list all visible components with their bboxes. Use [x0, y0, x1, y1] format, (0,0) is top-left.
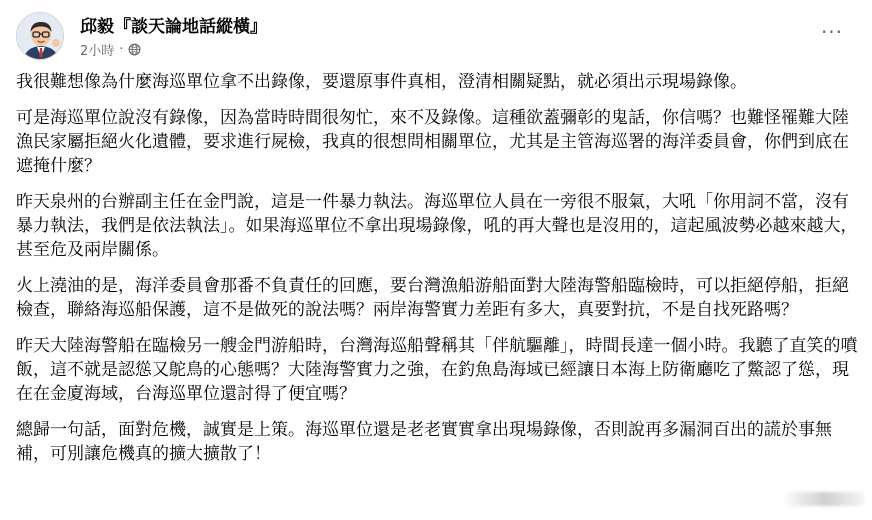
- avatar-cartoon-icon: [17, 13, 64, 60]
- post-paragraph-3: 昨天泉州的台辦副主任在金門說，這是一件暴力執法。海巡單位人員在一旁很不服氣，大吼「你用詞不當，沒有暴力執法，我們是依法執法」。如果海巡單位不拿出現場錄像，吼的再大聲也是沒用的，這起風波勢必越來越大，甚至危及兩岸關係。: [16, 192, 858, 260]
- blurred-overlay: [786, 492, 864, 506]
- post-paragraph-1: 我很難想像為什麼海巡單位拿不出錄像，要還原事件真相，澄清相關疑點，就必須出示現場錄像。: [16, 72, 747, 92]
- author-avatar[interactable]: [16, 12, 64, 60]
- post-timestamp[interactable]: 2小時: [80, 44, 115, 59]
- post-paragraph-6: 總歸一句話，面對危機，誠實是上策。海巡單位還是老老實實拿出現場錄像，否則說再多漏洞百出的謊於事無補，可別讓危機真的擴大擴散了！: [16, 420, 832, 464]
- post-body: [16, 70, 862, 478]
- meta-separator: ·: [119, 42, 124, 57]
- post-meta: [80, 40, 141, 59]
- post-paragraph-5: 昨天大陸海警船在臨檢另一艘金門游船時，台灣海巡船聲稱其「伴航驅離」，時間長達一個小時。我聽了直笑的噴飯，這不就是認慫又鴕鳥的心態嗎？大陸海警實力之強，在釣魚島海域已經讓日本海上防衛廳吃了鱉認了慫，現在在金廈海域，台海巡單位還討得了便宜嗎？: [16, 336, 858, 404]
- more-options-button[interactable]: [814, 18, 850, 46]
- post-paragraph-4: 火上澆油的是，海洋委員會那番不負責任的回應，要台灣漁船游船面對大陸海警船臨檢時，可以拒絕停船，拒絕檢查，聯絡海巡船保護，這不是做死的說法嗎？兩岸海警實力差距有多大，真要對抗，不是自找死路嗎？: [16, 276, 849, 320]
- author-name[interactable]: 邱毅『談天論地話縱橫』: [80, 17, 267, 37]
- globe-icon[interactable]: [128, 43, 141, 56]
- post-header: [16, 10, 856, 62]
- post-paragraph-2: 可是海巡單位說沒有錄像，因為當時時間很匆忙，來不及錄像。這種欲蓋彌彰的鬼話，你信嗎？也難怪罹難大陸漁民家屬拒絕火化遺體，要求進行屍檢，我真的很想問相關單位，尤其是主管海巡署的海洋委員會，你們到底在遮掩什麼？: [16, 108, 849, 176]
- more-icon: ···: [820, 20, 844, 44]
